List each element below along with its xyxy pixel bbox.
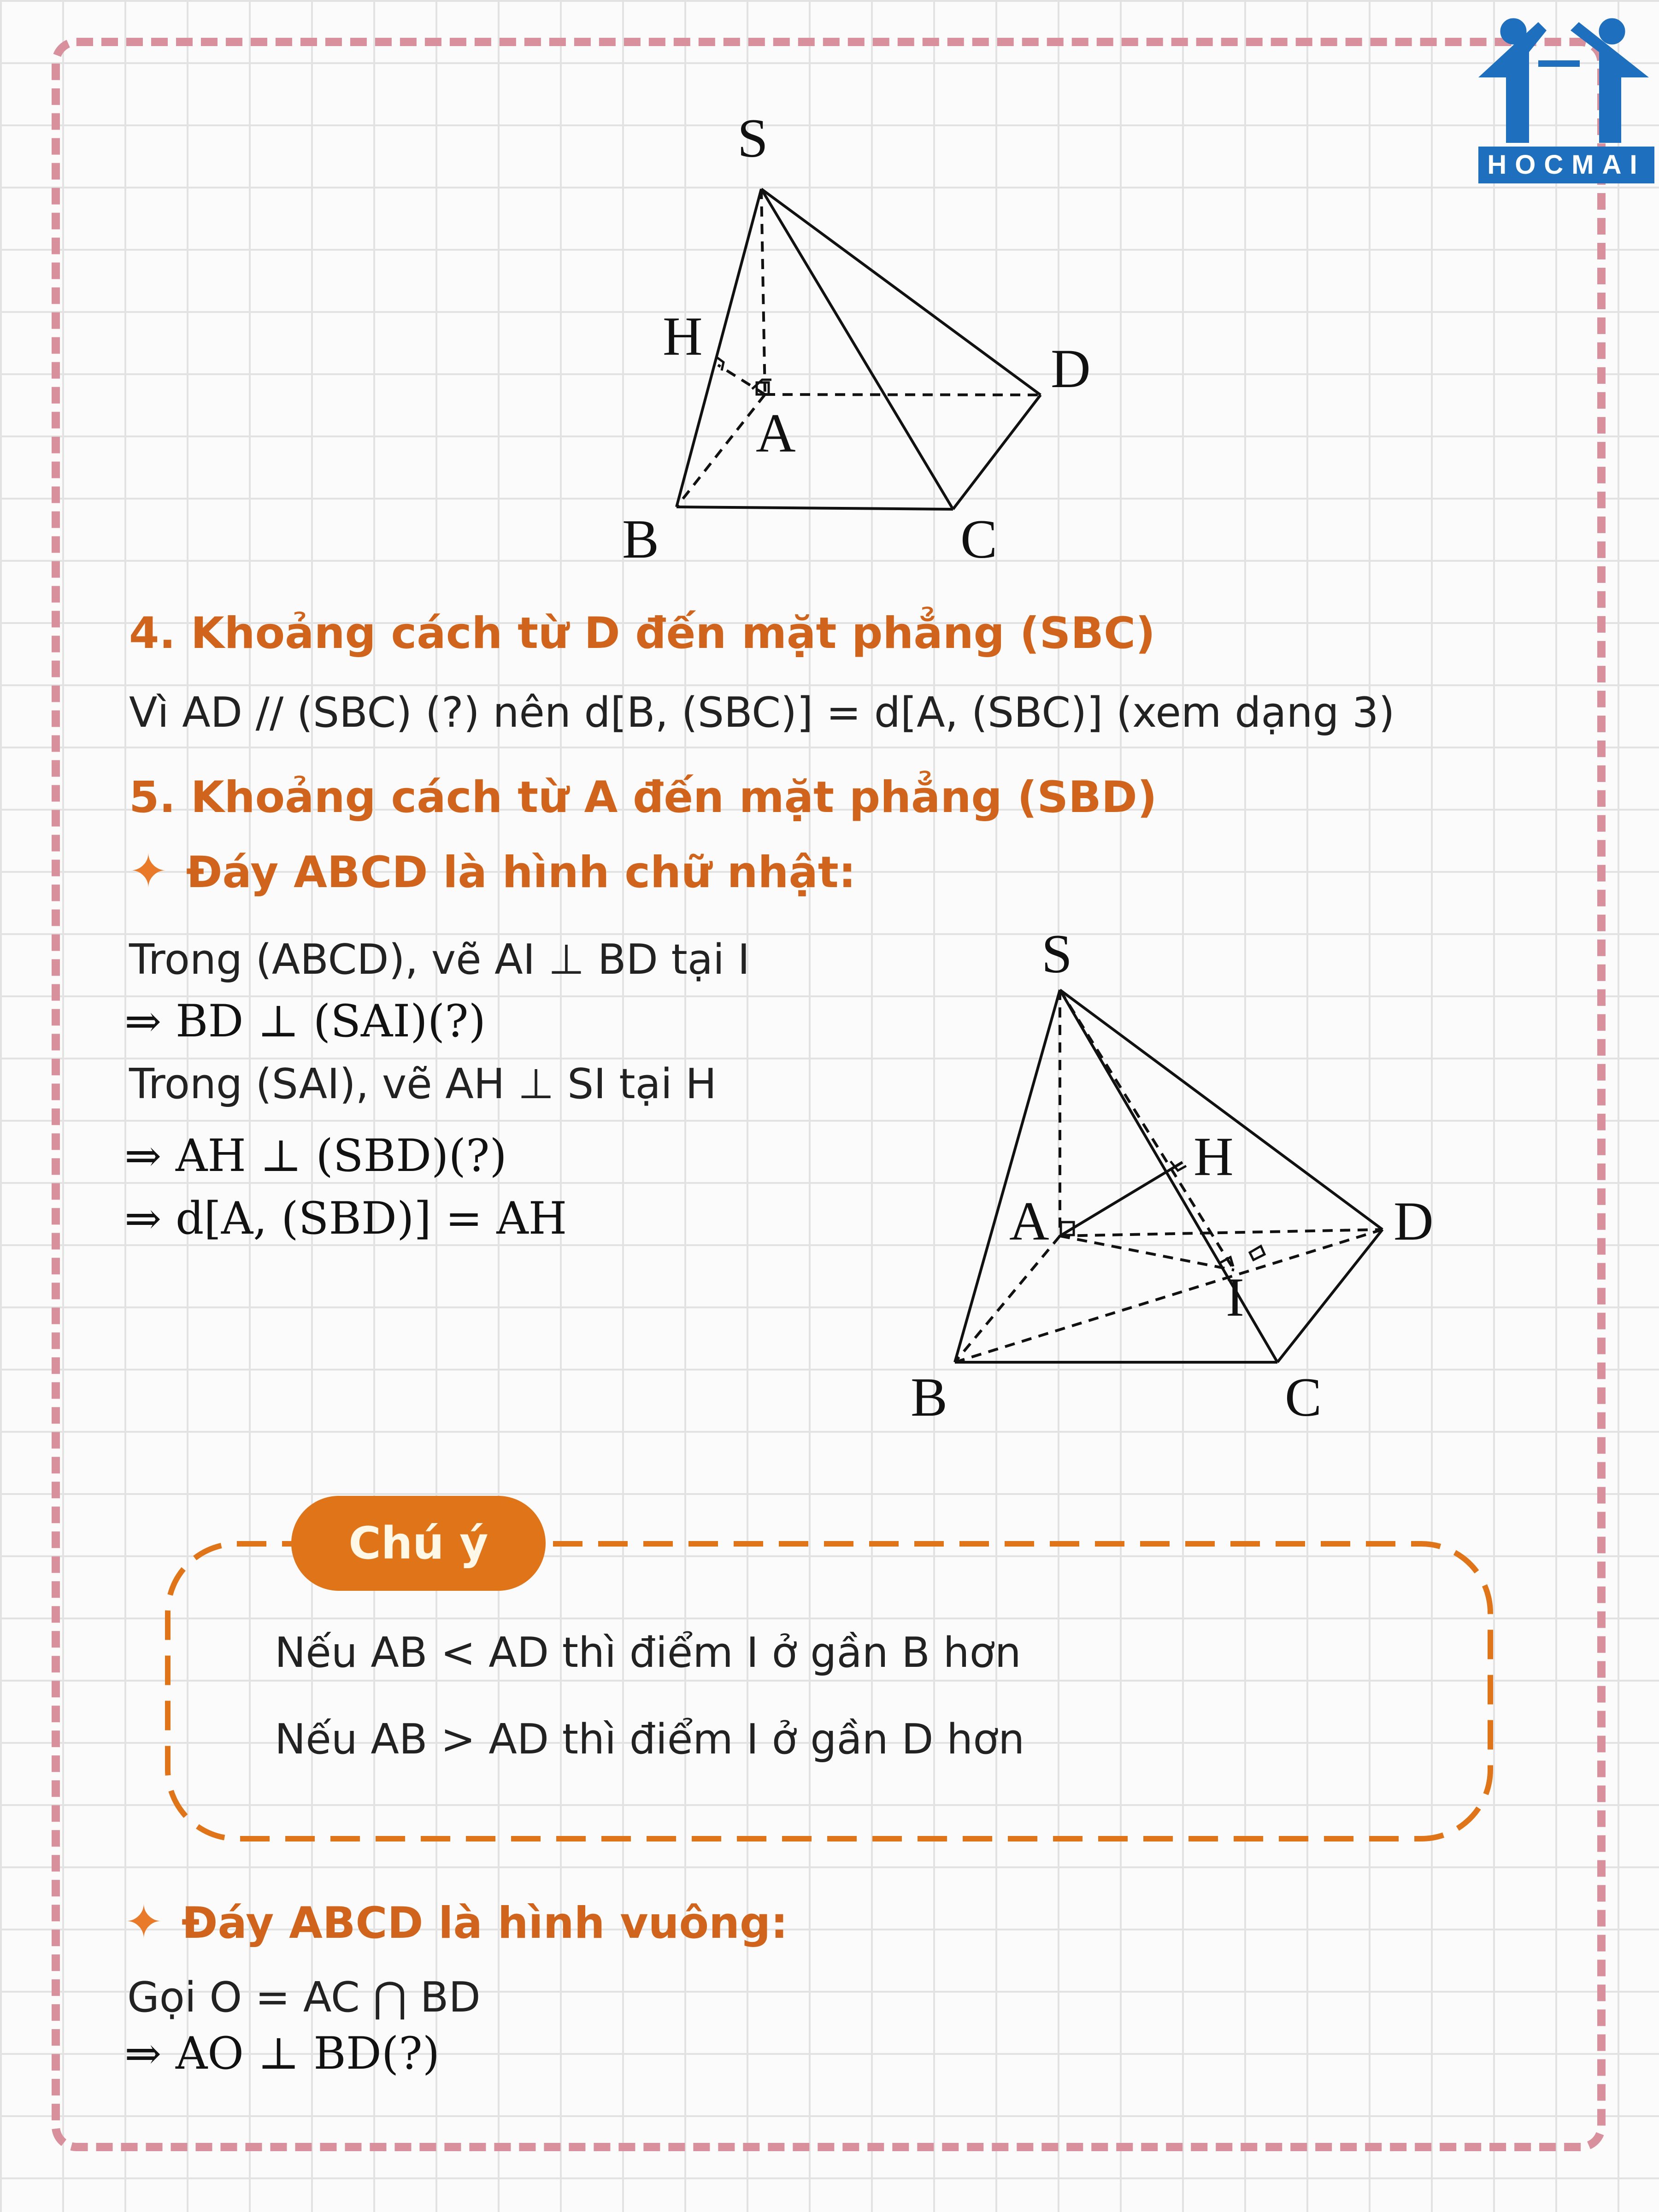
label2-S: S [1041, 923, 1072, 984]
edge2-AD [1060, 1230, 1382, 1236]
edge2-SD [1060, 990, 1382, 1230]
edge2-CD [1277, 1230, 1382, 1362]
segment-AH-2 [1060, 1162, 1182, 1236]
rect-step-1: Trong (ABCD), vẽ AI ⊥ BD tại I [129, 935, 750, 984]
section-4-text: Vì AD // (SBC) (?) nên d[B, (SBC)] = d[A, (SBC)] (xem dạng 3) [129, 688, 1395, 737]
star-icon: ✦ [129, 844, 168, 898]
note-label: Chú ý [291, 1496, 546, 1591]
edge-CD [953, 395, 1041, 509]
square-step-1: Gọi O = AC ⋂ BD [127, 1973, 481, 2022]
rect-step-5: ⇒ d[A, (SBD)] = AH [124, 1193, 567, 1244]
section-5-title: 5. Khoảng cách từ A đến mặt phẳng (SBD) [129, 772, 1157, 823]
note-line-2: Nếu AB > AD thì điểm I ở gần D hơn [275, 1715, 1025, 1764]
rect-step-4: ⇒ AH ⊥ (SBD)(?) [124, 1130, 507, 1182]
label2-I: I [1226, 1266, 1244, 1328]
case-rectangle-title: Đáy ABCD là hình chữ nhật: [186, 847, 856, 898]
edge2-SC [1060, 990, 1277, 1362]
case-square-heading [124, 1895, 788, 1949]
star-icon: ✦ [124, 1895, 163, 1949]
logo-text: HOCMAI [1478, 147, 1654, 183]
edge-BC [677, 507, 953, 509]
case-square-title: Đáy ABCD là hình vuông: [181, 1898, 788, 1948]
edge-SD [761, 189, 1041, 395]
label2-A: A [1009, 1190, 1049, 1252]
label2-C: C [1285, 1366, 1322, 1428]
label-S: S [737, 107, 768, 169]
edge2-AB [955, 1236, 1060, 1362]
label2-B: B [911, 1366, 948, 1428]
edge-AB [677, 394, 765, 507]
edge2-SB [955, 990, 1060, 1362]
label-H: H [663, 306, 703, 367]
pyramid-figure-2 [876, 922, 1475, 1442]
people-icon [1469, 8, 1657, 147]
label2-H: H [1194, 1126, 1234, 1187]
section-4-title: 4. Khoảng cách từ D đến mặt phẳng (SBC) [129, 608, 1155, 659]
square-step-2: ⇒ AO ⊥ BD(?) [124, 2028, 440, 2079]
label-C: C [960, 508, 998, 570]
case-rectangle-heading [129, 844, 856, 898]
edge-SA [761, 189, 765, 394]
edge-AD [765, 394, 1041, 395]
rect-step-3: Trong (SAI), vẽ AH ⊥ SI tại H [129, 1060, 717, 1108]
note-line-1: Nếu AB < AD thì điểm I ở gần B hơn [275, 1629, 1021, 1677]
pyramid-figure-1 [599, 101, 1152, 599]
segment-AH [718, 365, 765, 394]
label-D: D [1051, 338, 1091, 399]
label-B: B [622, 508, 659, 570]
rect-step-2: ⇒ BD ⊥ (SAI)(?) [124, 995, 486, 1047]
hocmai-logo [1469, 8, 1657, 182]
label2-D: D [1394, 1190, 1434, 1252]
label-A: A [756, 402, 796, 464]
